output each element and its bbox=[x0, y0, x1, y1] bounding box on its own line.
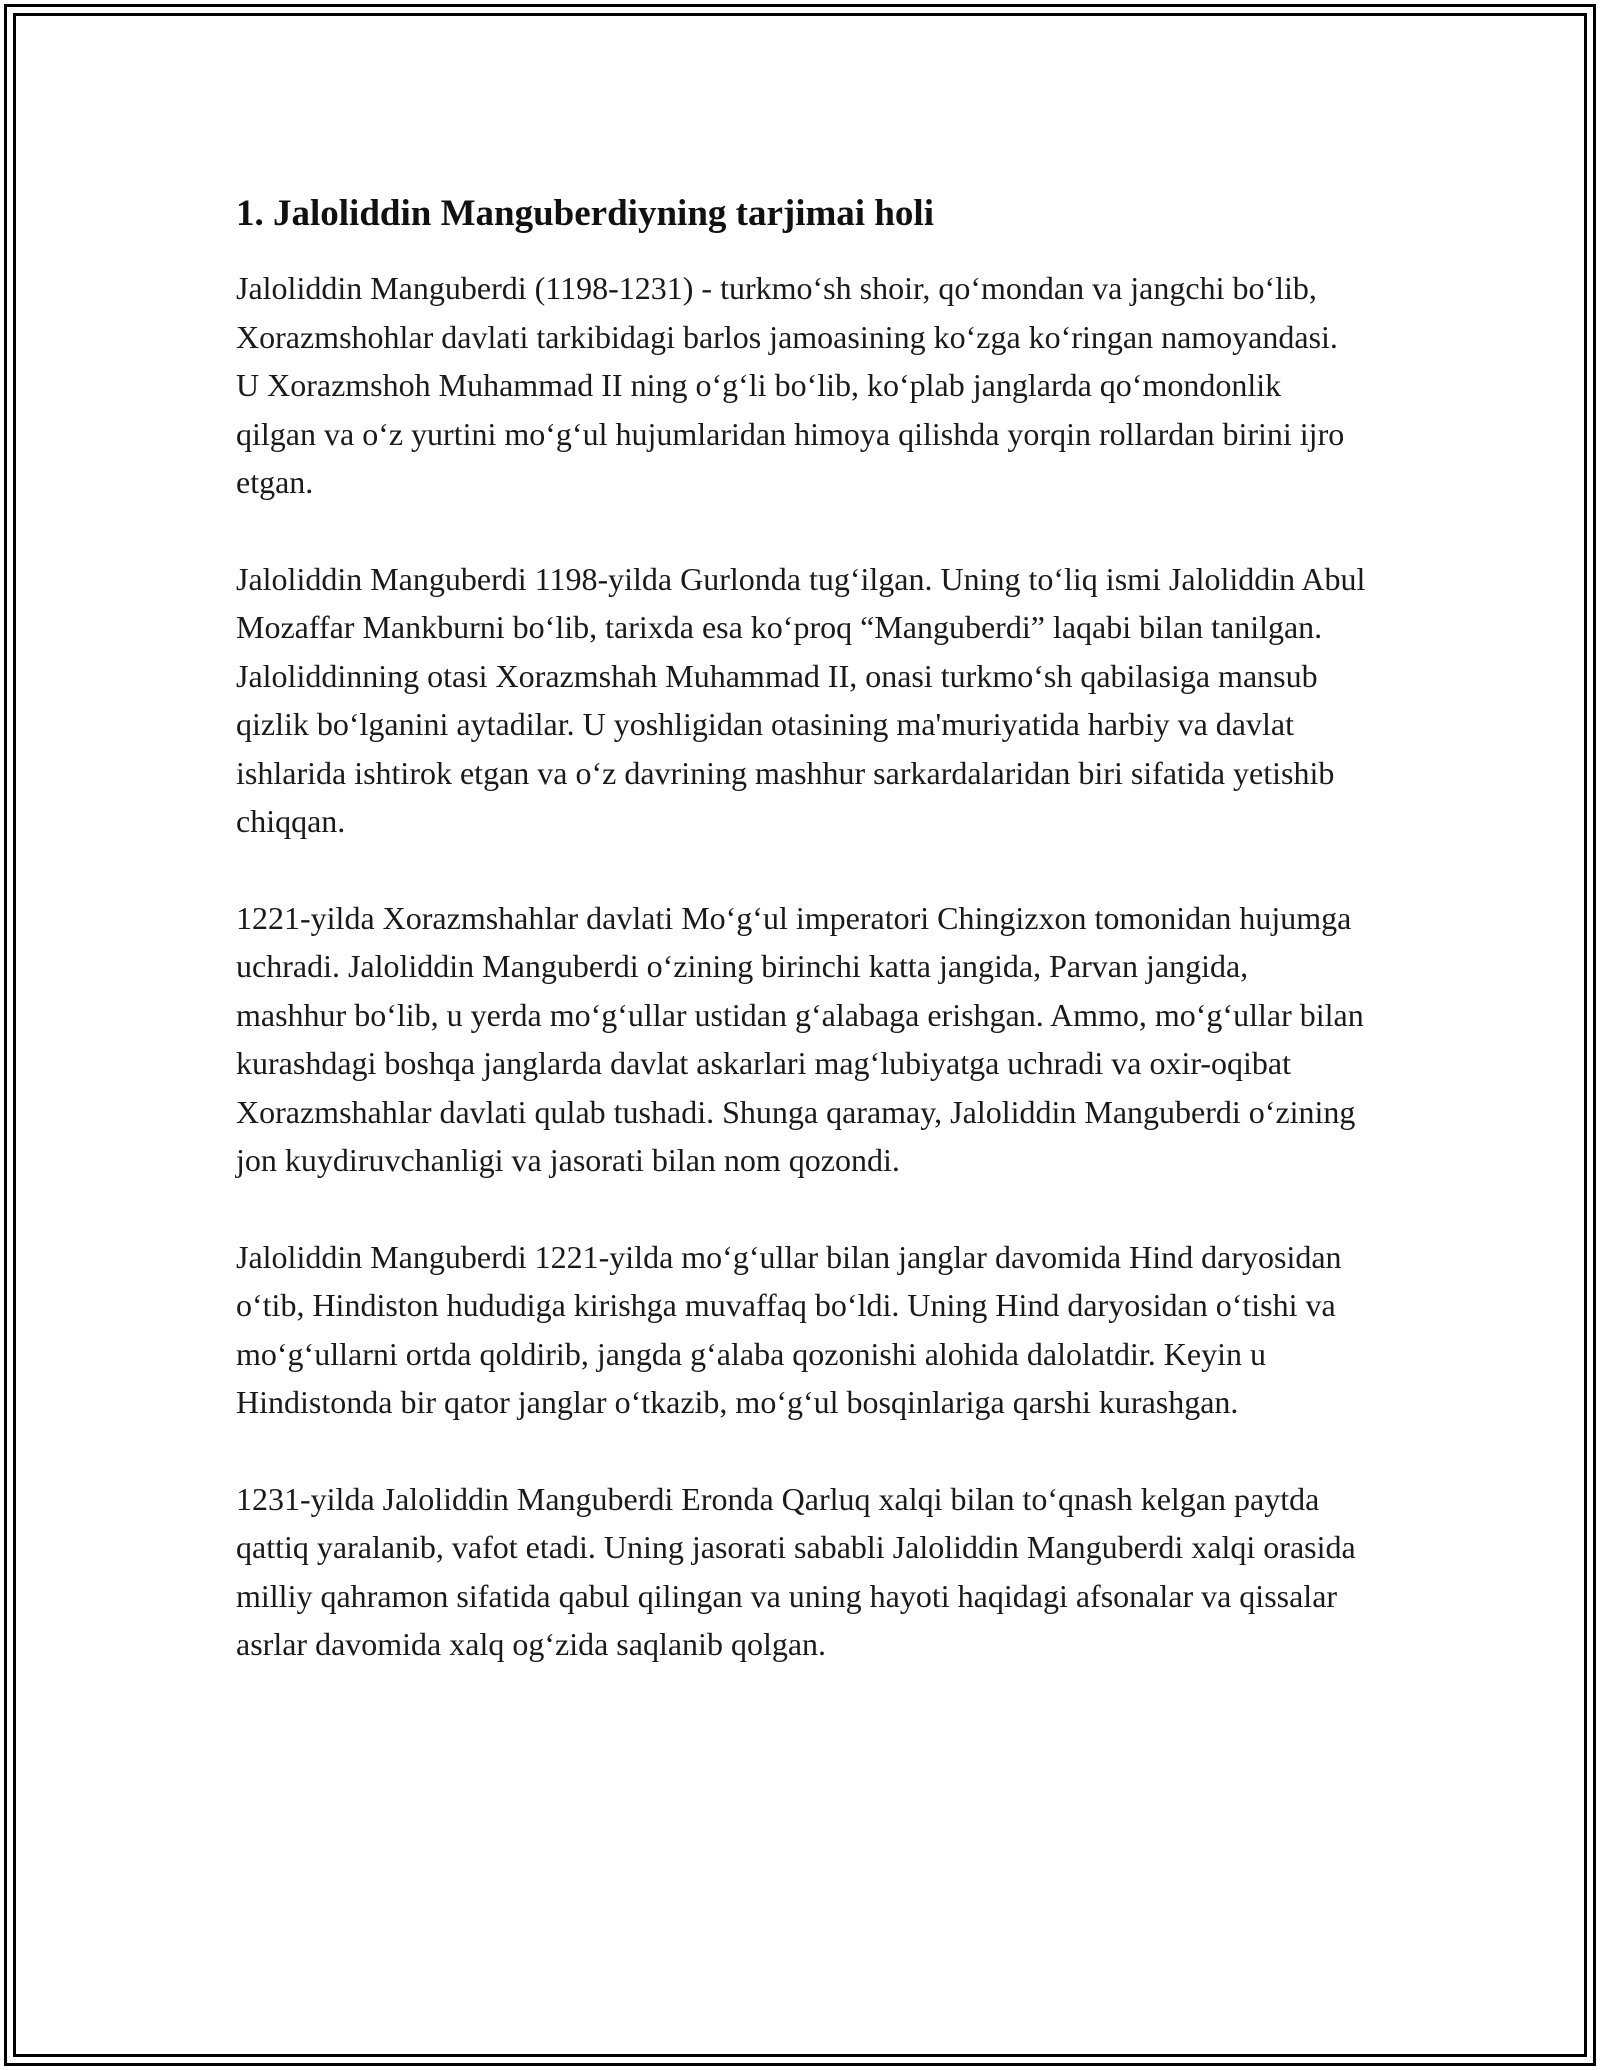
section-heading: 1. Jaloliddin Manguberdiyning tarjimai holi bbox=[236, 193, 934, 234]
paragraph-biography-intro: Jaloliddin Manguberdi (1198-1231) - turkmoʻsh shoir, qoʻmondan va jangchi boʻlib, Xorazmshohlar davlati tarkibidagi barlos jamoasining koʻzga koʻringan namoyandasi. U Xorazmshoh Muhammad II ning oʻgʻli boʻlib, koʻplab janglarda qoʻmondonlik qilgan va oʻz yurtini moʻgʻul hujumlaridan himoya qilishda yorqin rollardan birini ijro etgan. bbox=[236, 270, 1345, 500]
paragraph-indus-crossing: Jaloliddin Manguberdi 1221-yilda moʻgʻullar bilan janglar davomida Hind daryosidan oʻtib, Hindiston hududiga kirishga muvaffaq boʻldi. Uning Hind daryosidan oʻtishi va moʻgʻullarni ortda qoldirib, jangda gʻalaba qozonishi alohida dalolatdir. Keyin u Hindistonda bir qator janglar oʻtkazib, moʻgʻul bosqinlariga qarshi kurashgan. bbox=[236, 1238, 1342, 1420]
paragraph-mongol-invasion: 1221-yilda Xorazmshahlar davlati Moʻgʻul imperatori Chingizxon tomonidan hujumga uchradi. Jaloliddin Manguberdi oʻzining birinchi katta jangida, Parvan jangida, mashhur boʻlib, u yerda moʻgʻullar ustidan gʻalabaga erishgan. Ammo, moʻgʻullar bilan kurashdagi boshqa janglarda davlat askarlari magʻlubiyatga uchradi va oxir-oqibat Xorazmshahlar davlati qulab tushadi. Shunga qaramay, Jaloliddin Manguberdi oʻzining jon kuydiruvchanligi va jasorati bilan nom qozondi. bbox=[236, 899, 1364, 1178]
document-body bbox=[236, 186, 1366, 1717]
paragraph-birth-and-youth: Jaloliddin Manguberdi 1198-yilda Gurlonda tugʻilgan. Uning toʻliq ismi Jaloliddin Abul Mozaffar Mankburni boʻlib, tarixda esa koʻproq “Manguberdi” laqabi bilan tanilgan. Jaloliddinning otasi Xorazmshah Muhammad II, onasi turkmoʻsh qabilasiga mansub qizlik boʻlganini aytadilar. U yoshligidan otasining ma'muriyatida harbiy va davlat ishlarida ishtirok etgan va oʻz davrining mashhur sarkardalaridan biri sifatida yetishib chiqqan. bbox=[236, 560, 1366, 839]
paragraph-death-and-legacy: 1231-yilda Jaloliddin Manguberdi Eronda Qarluq xalqi bilan toʻqnash kelgan paytda qattiq yaralanib, vafot etadi. Uning jasorati sababli Jaloliddin Manguberdi xalqi orasida milliy qahramon sifatida qabul qilingan va uning hayoti haqidagi afsonalar va qissalar asrlar davomida xalq ogʻzida saqlanib qolgan. bbox=[236, 1480, 1356, 1662]
